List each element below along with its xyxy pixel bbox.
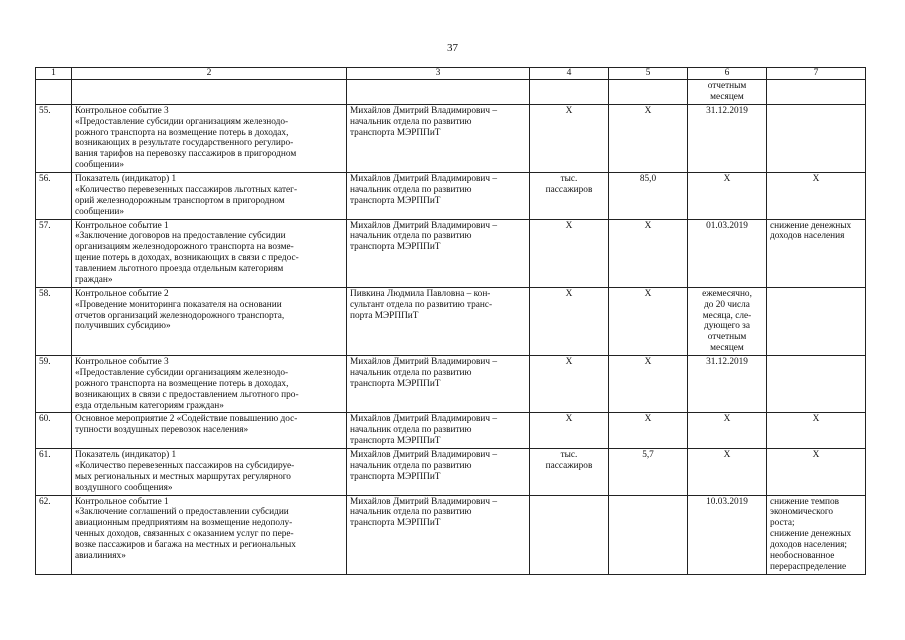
- cell-date: X: [688, 413, 767, 449]
- cell-risk: снижение денежных доходов населения: [767, 219, 866, 287]
- cell-event: Контрольное событие 1 «Заключение соглашений о предоставлении субсидии авиационным предприятиям на возмещение недополу- ченных доходов, связанных с оказанием услуг по пере- возке пассажиров и багажа на местных и региональных авиалиниях»: [72, 495, 347, 574]
- cell-num: 59.: [36, 356, 72, 413]
- table-row: [36, 356, 866, 413]
- cell-event: [72, 80, 347, 105]
- cell-num: 61.: [36, 449, 72, 496]
- cell-value: [609, 495, 688, 574]
- column-number: 6: [688, 68, 767, 80]
- cell-num: 57.: [36, 219, 72, 287]
- cell-responsible: Михайлов Дмитрий Владимирович – начальник отдела по развитию транспорта МЭРППиТ: [347, 495, 530, 574]
- cell-value: [609, 80, 688, 105]
- column-number: 5: [609, 68, 688, 80]
- table-row: [36, 219, 866, 287]
- cell-num: 58.: [36, 287, 72, 355]
- cell-event: Контрольное событие 2 «Проведение мониторинга показателя на основании отчетов организаций железнодорожного транспорта, получивших субсидию»: [72, 287, 347, 355]
- cell-num: [36, 80, 72, 105]
- cell-risk: X: [767, 413, 866, 449]
- cell-event: Контрольное событие 3 «Предоставление субсидии организациям железнодо- рожного транспорта на возмещение потерь в доходах, возникающих в связи с предоставлением льготного про- езда отдельным категориям граждан»: [72, 356, 347, 413]
- cell-value: X: [609, 356, 688, 413]
- cell-responsible: [347, 80, 530, 105]
- column-number: 3: [347, 68, 530, 80]
- cell-responsible: Михайлов Дмитрий Владимирович – начальник отдела по развитию транспорта МЭРППиТ: [347, 413, 530, 449]
- cell-responsible: Михайлов Дмитрий Владимирович – начальник отдела по развитию транспорта МЭРППиТ: [347, 219, 530, 287]
- table-row: [36, 495, 866, 574]
- cell-risk: [767, 287, 866, 355]
- cell-unit: X: [530, 104, 609, 172]
- cell-date: 01.03.2019: [688, 219, 767, 287]
- cell-unit: тыс. пассажиров: [530, 449, 609, 496]
- cell-date: 31.12.2019: [688, 356, 767, 413]
- cell-value: X: [609, 287, 688, 355]
- cell-unit: X: [530, 356, 609, 413]
- cell-unit: X: [530, 413, 609, 449]
- column-number: 2: [72, 68, 347, 80]
- cell-unit: [530, 495, 609, 574]
- table-row: [36, 287, 866, 355]
- cell-value: X: [609, 104, 688, 172]
- cell-responsible: Пивкина Людмила Павловна – кон- сультант отдела по развитию транс- порта МЭРППиТ: [347, 287, 530, 355]
- table-row: [36, 173, 866, 220]
- cell-unit: X: [530, 287, 609, 355]
- cell-risk: X: [767, 449, 866, 496]
- cell-unit: тыс. пассажиров: [530, 173, 609, 220]
- cell-event: Контрольное событие 3 «Предоставление субсидии организациям железнодо- рожного транспорта на возмещение потерь в доходах, возникающих в результате государственного регулиро- вания тарифов на перевозку пассажиров в пригородном сообщении»: [72, 104, 347, 172]
- cell-date: X: [688, 449, 767, 496]
- continuation-row: [36, 80, 866, 105]
- cell-date: 31.12.2019: [688, 104, 767, 172]
- table-row: [36, 449, 866, 496]
- cell-responsible: Михайлов Дмитрий Владимирович – начальник отдела по развитию транспорта МЭРППиТ: [347, 356, 530, 413]
- column-number-row: [36, 68, 866, 80]
- cell-event: Основное мероприятие 2 «Содействие повышению дос- тупности воздушных перевозок населения»: [72, 413, 347, 449]
- cell-risk: [767, 80, 866, 105]
- cell-date: X: [688, 173, 767, 220]
- cell-num: 62.: [36, 495, 72, 574]
- table-row: [36, 413, 866, 449]
- cell-responsible: Михайлов Дмитрий Владимирович – начальник отдела по развитию транспорта МЭРППиТ: [347, 104, 530, 172]
- cell-value: X: [609, 413, 688, 449]
- cell-event: Контрольное событие 1 «Заключение договоров на предоставление субсидии организациям железнодорожного транспорта на возме- щение потерь в доходах, возникающих в связи с предос- тавлением льготного проезда отдельным категориям граждан»: [72, 219, 347, 287]
- page-number: 37: [447, 42, 458, 54]
- cell-risk: снижение темпов экономического роста; снижение денежных доходов населения; необоснованное перераспределение: [767, 495, 866, 574]
- cell-unit: [530, 80, 609, 105]
- cell-responsible: Михайлов Дмитрий Владимирович – начальник отдела по развитию транспорта МЭРППиТ: [347, 173, 530, 220]
- cell-num: 56.: [36, 173, 72, 220]
- column-number: 4: [530, 68, 609, 80]
- cell-risk: X: [767, 173, 866, 220]
- cell-event: Показатель (индикатор) 1 «Количество перевезенных пассажиров льготных катег- орий железнодорожным транспортом в пригородном сообщении»: [72, 173, 347, 220]
- cell-event: Показатель (индикатор) 1 «Количество перевезенных пассажиров на субсидируе- мых региональных и местных маршрутах регулярного воздушного сообщения»: [72, 449, 347, 496]
- cell-unit: X: [530, 219, 609, 287]
- cell-value: X: [609, 219, 688, 287]
- plan-table: [35, 67, 866, 575]
- cell-value: 5,7: [609, 449, 688, 496]
- cell-risk: [767, 104, 866, 172]
- cell-date: ежемесячно, до 20 числа месяца, сле- дующего за отчетным месяцем: [688, 287, 767, 355]
- table-row: [36, 104, 866, 172]
- cell-date: 10.03.2019: [688, 495, 767, 574]
- cell-date: отчетным месяцем: [688, 80, 767, 105]
- cell-num: 60.: [36, 413, 72, 449]
- column-number: 7: [767, 68, 866, 80]
- column-number: 1: [36, 68, 72, 80]
- cell-num: 55.: [36, 104, 72, 172]
- cell-risk: [767, 356, 866, 413]
- cell-value: 85,0: [609, 173, 688, 220]
- cell-responsible: Михайлов Дмитрий Владимирович – начальник отдела по развитию транспорта МЭРППиТ: [347, 449, 530, 496]
